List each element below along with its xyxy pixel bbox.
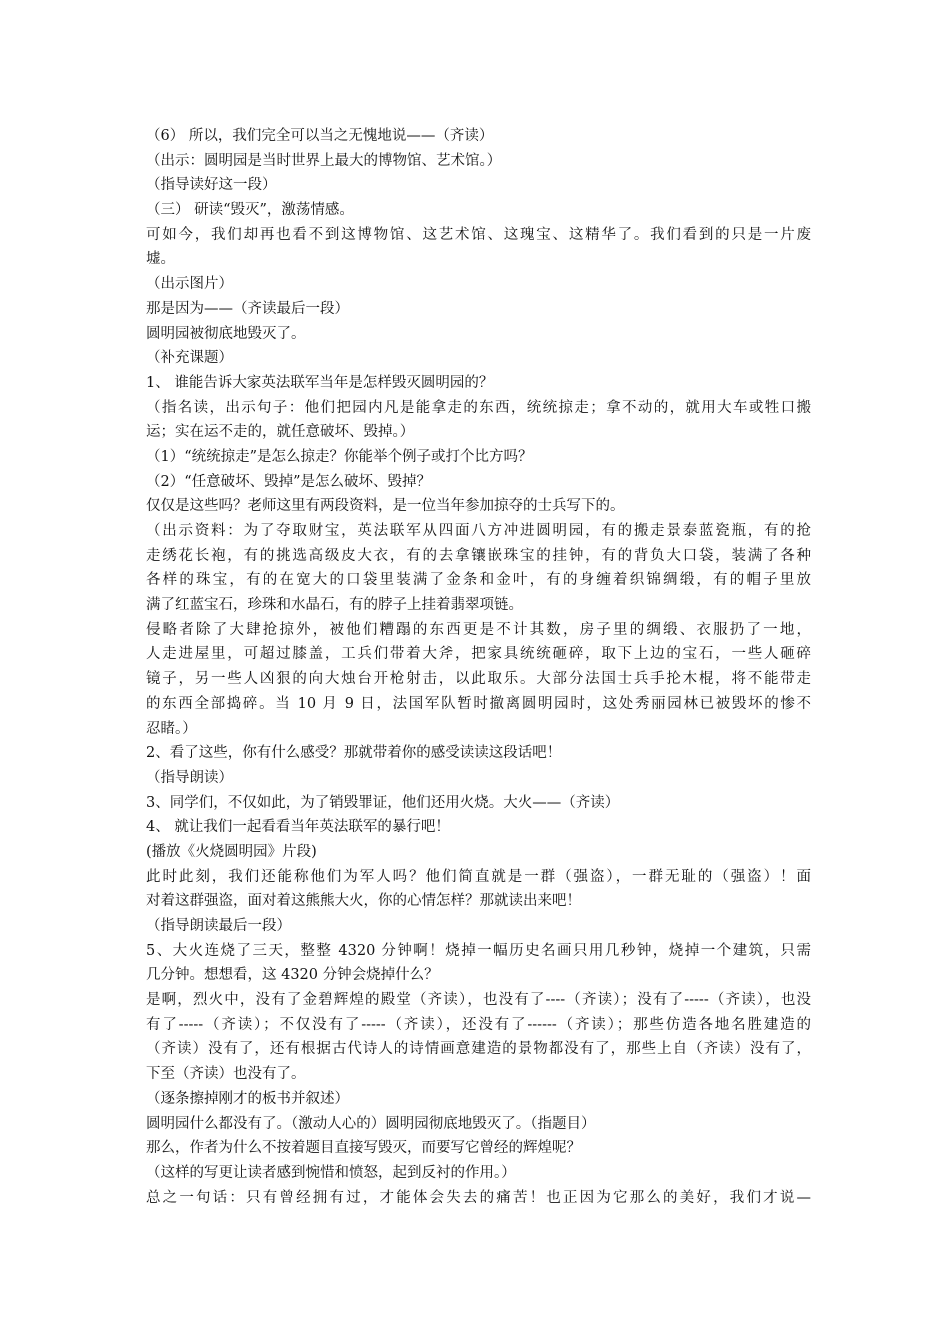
text-line: 3、同学们，不仅如此，为了销毁罪证，他们还用火烧。大火——（齐读） — [146, 794, 620, 811]
text-line: （补充课题） — [146, 350, 233, 367]
text-line: 圆明园什么都没有了。（激动人心的）圆明园彻底地毁灭了。（指题目） — [146, 1115, 596, 1132]
text-line: 此时此刻，我们还能称他们为军人吗？他们简直就是一群（强盗），一群无耻的（强盗）！面 — [146, 868, 811, 885]
text-line: 1、 谁能告诉大家英法联军当年是怎样毁灭圆明园的？ — [146, 374, 494, 391]
document-body — [146, 124, 811, 1210]
text-line: （1）“统统掠走”是怎么掠走？你能举个例子或打个比方吗？ — [146, 448, 533, 465]
text-line: （出示：圆明园是当时世界上最大的博物馆、艺术馆。） — [146, 152, 502, 169]
text-line: 各样的珠宝，有的在宽大的口袋里装满了金条和金叶，有的身缠着织锦绸缎，有的帽子里放 — [146, 572, 811, 589]
text-line: （齐读）没有了，还有根据古代诗人的诗情画意建造的景物都没有了，那些上自（齐读）没有了， — [146, 1041, 811, 1058]
text-line: 仅仅是这些吗？老师这里有两段资料，是一位当年参加掠夺的士兵写下的。 — [146, 498, 625, 515]
text-line: 侵略者除了大肆抢掠外，被他们糟蹋的东西更是不计其数，房子里的绸缎、衣服扔了一地， — [146, 621, 811, 638]
text-line: （2）“任意破坏、毁掉”是怎么破坏、毁掉？ — [146, 473, 432, 490]
text-line: 那是因为——（齐读最后一段） — [146, 300, 349, 317]
text-line: 的东西全部捣碎。当 10 月 9 日，法国军队暂时撤离圆明园时，这处秀丽园林已被毁坏的惨不 — [146, 695, 811, 712]
text-line: （指名读，出示句子：他们把园内凡是能拿走的东西，统统掠走；拿不动的，就用大车或牲口搬 — [146, 399, 811, 416]
text-line: 可如今，我们却再也看不到这博物馆、这艺术馆、这瑰宝、这精华了。我们看到的只是一片废 — [146, 226, 811, 243]
text-line: 总之一句话：只有曾经拥有过，才能体会失去的痛苦！也正因为它那么的美好，我们才说— — [146, 1189, 811, 1206]
text-line: 运；实在运不走的，就任意破坏、毁掉。） — [146, 424, 415, 441]
text-line: （6） 所以，我们完全可以当之无愧地说——（齐读） — [146, 128, 494, 144]
text-line: 5、大火连烧了三天，整整 4320 分钟啊！烧掉一幅历史名画只用几秒钟，烧掉一个建筑，只需 — [146, 942, 811, 959]
text-line: 满了红蓝宝石，珍珠和水晶石，有的脖子上挂着翡翠项链。 — [146, 597, 523, 614]
text-line: （出示资料：为了夺取财宝，英法联军从四面八方冲进圆明园，有的搬走景泰蓝瓷瓶，有的抢 — [146, 523, 811, 539]
text-line: 圆明园被彻底地毁灭了。 — [146, 325, 306, 342]
text-line: （指导朗读最后一段） — [146, 918, 291, 934]
text-line: 是啊，烈火中，没有了金碧辉煌的殿堂（齐读），也没有了----（齐读）；没有了-----（齐读），也没 — [146, 992, 811, 1009]
text-line: （指导读好这一段） — [146, 177, 277, 194]
text-line: 对着这群强盗，面对着这熊熊大火，你的心情怎样？那就读出来吧！ — [146, 893, 581, 910]
text-line: 走绣花长袍，有的挑选高级皮大衣，有的去拿镶嵌珠宝的挂钟，有的背负大口袋，装满了各种 — [146, 547, 811, 564]
text-line: 人走进屋里，可超过膝盖，工兵们带着大斧，把家具统统砸碎，取下上边的宝石，一些人砸碎 — [146, 646, 811, 663]
text-line: 下至（齐读）也没有了。 — [146, 1066, 306, 1083]
text-line: 2、看了这些，你有什么感受？那就带着你的感受读读这段话吧！ — [146, 745, 562, 762]
text-line: （出示图片） — [146, 276, 233, 293]
text-line: 4、 就让我们一起看看当年英法联军的暴行吧！ — [146, 819, 450, 836]
text-line: 忍睹。） — [146, 720, 197, 737]
text-line: （逐条擦掉刚才的板书并叙述） — [146, 1090, 349, 1107]
text-line: 那么，作者为什么不按着题目直接写毁灭，而要写它曾经的辉煌呢？ — [146, 1140, 581, 1157]
section-heading: （三） 研读“毁灭”，激荡情感。 — [146, 202, 354, 219]
text-line: (播放《火烧圆明园》片段) — [146, 843, 317, 860]
text-line: 几分钟。想想看，这 4320 分钟会烧掉什么？ — [146, 967, 439, 984]
text-line: （这样的写更让读者感到惋惜和愤怒，起到反衬的作用。） — [146, 1164, 516, 1181]
text-line: 镜子，另一些人凶狠的向大烛台开枪射击，以此取乐。大部分法国士兵手抡木棍，将不能带走 — [146, 671, 811, 688]
text-line: 有了-----（齐读）；不仅没有了-----（齐读），还没有了------（齐读）；那些仿造各地名胜建造的 — [146, 1016, 811, 1033]
text-line: 墟。 — [146, 251, 175, 268]
text-line: （指导朗读） — [146, 769, 233, 786]
